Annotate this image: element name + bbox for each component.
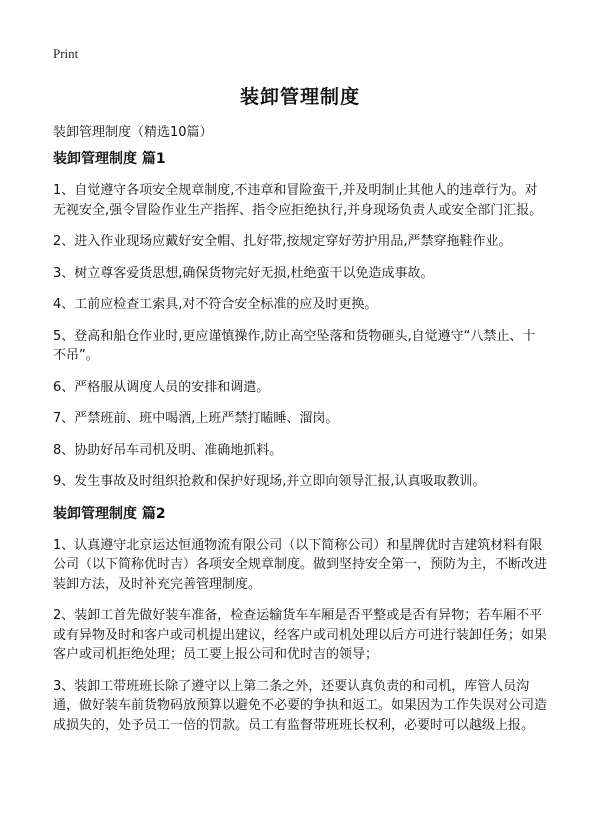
paragraph: 9、发生事故及时组织抢救和保护好现场,并立即向领导汇报,认真吸取教训。 <box>53 474 486 489</box>
paragraph: 8、协助好吊车司机及明、准确地抓料。 <box>53 442 283 458</box>
paragraph: 7、严禁班前、班中喝酒,上班严禁打瞌睡、溜岗。 <box>53 411 339 426</box>
document-subtitle: 装卸管理制度（精选10篇） <box>53 125 213 140</box>
paragraph: 4、工前应检查工索具,对不符合安全标准的应及时更换。 <box>53 297 378 312</box>
section-2 <box>53 504 548 736</box>
paragraph: 2、进入作业现场应戴好安全帽、扎好带,按规定穿好劳护用品,严禁穿拖鞋作业。 <box>53 234 512 249</box>
print-label: Print <box>53 46 79 61</box>
paragraph: 2、装卸工首先做好装车准备，检查运输货车车厢是否平整或是否有异物；若车厢不平或有异物及时和客户或司机提出建议，经客户或司机处理以后方可进行装卸任务；如果客户或司机拒绝处理；员工要上报公司和优时吉的领导； <box>53 608 548 662</box>
paragraph: 5、登高和船仓作业时,更应谨慎操作,防止高空坠落和货物砸头,自觉遵守“八禁止、十不吊”。 <box>53 328 536 363</box>
paragraph: 1、认真遵守北京运达恒通物流有限公司（以下简称公司）和星牌优时吉建筑材料有限公司（以下简称优时吉）各项安全规章制度。做到坚持安全第一，预防为主，不断改进装卸方法，及时补充完善管理制度。 <box>53 537 548 592</box>
section-heading: 装卸管理制度 篇2 <box>53 505 166 522</box>
paragraph: 3、树立尊客爱货思想,确保货物完好无损,杜绝蛮干以免造成事故。 <box>53 265 434 281</box>
section-heading: 装卸管理制度 篇1 <box>53 151 166 167</box>
document-body <box>53 149 548 747</box>
paragraph: 3、装卸工带班班长除了遵守以上第二条之外，还要认真负责的和司机，库管人员沟通，做好装车前货物码放预算以避免不必要的争执和返工。如果因为工作失误对公司造成损失的，处予员工一倍的罚款。员工有监督带班班长权利，必要时可以越级上报。 <box>53 678 548 733</box>
paragraph: 1、自觉遵守各项安全规章制度,不违章和冒险蛮干,并及明制止其他人的违章行为。对无视安全,强令冒险作业生产指挥、指令应拒绝执行,并身现场负责人或安全部门汇报。 <box>53 183 543 218</box>
document-title: 装卸管理制度 <box>239 86 360 108</box>
paragraph: 6、严格服从调度人员的安排和调遣。 <box>53 379 270 395</box>
section-1 <box>53 149 548 492</box>
